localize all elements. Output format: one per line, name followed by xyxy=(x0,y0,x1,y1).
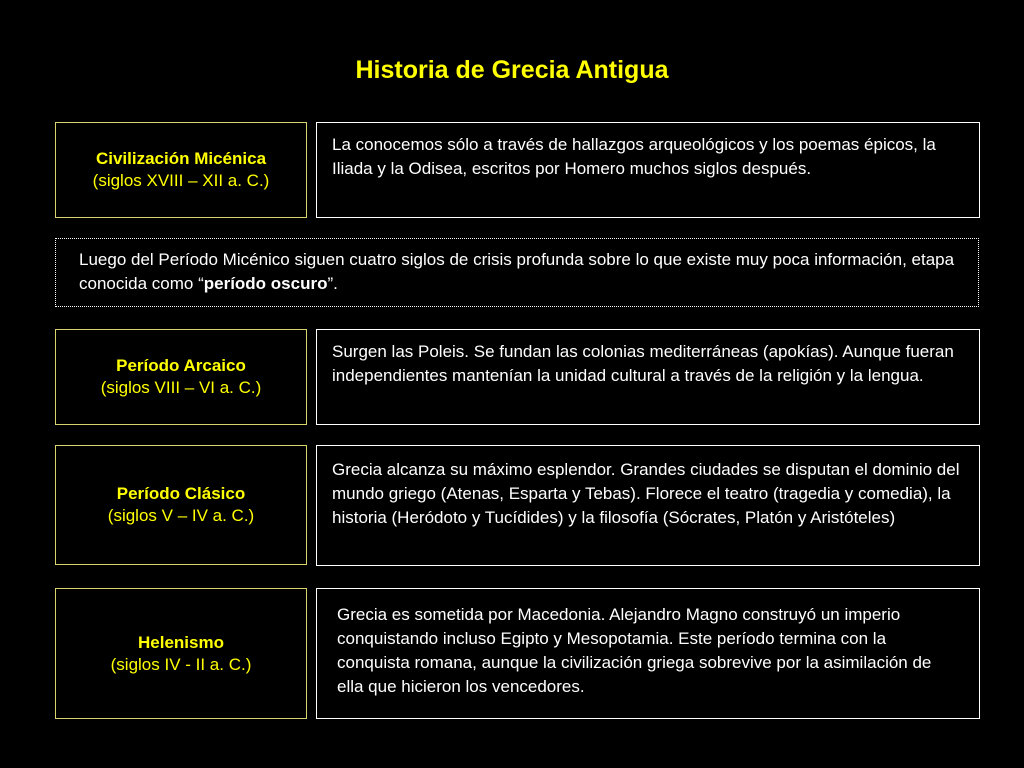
description-text: Surgen las Poleis. Se fundan las colonias mediterráneas (apokías). Aunque fueran independientes mantenían la unidad cultural a través de la religión y la lengua. xyxy=(332,342,954,385)
period-box-arcaico xyxy=(55,329,307,425)
dark-age-emphasis: período oscuro xyxy=(203,274,328,293)
dark-age-box xyxy=(55,238,979,307)
dark-age-text-end: ”. xyxy=(327,274,338,293)
description-box-arcaico xyxy=(316,329,980,425)
description-text: La conocemos sólo a través de hallazgos arqueológicos y los poemas épicos, la Iliada y la Odisea, escritos por Homero muchos siglos después. xyxy=(332,135,936,178)
period-dates: (siglos XVIII – XII a. C.) xyxy=(92,171,270,190)
period-name: Período Arcaico xyxy=(116,356,246,375)
page-title: Historia de Grecia Antigua xyxy=(355,56,669,84)
period-name: Helenismo xyxy=(138,632,224,652)
period-dates: (siglos VIII – VI a. C.) xyxy=(100,378,262,397)
period-box-helenismo xyxy=(55,588,307,719)
period-dates: (siglos V – IV a. C.) xyxy=(107,506,255,525)
description-box-clasico xyxy=(316,445,980,566)
period-box-micenica xyxy=(55,122,307,218)
period-dates: (siglos IV - II a. C.) xyxy=(110,654,252,674)
period-name: Período Clásico xyxy=(116,484,246,503)
description-box-micenica xyxy=(316,122,980,218)
dark-age-text: Luego del Período Micénico siguen cuatro siglos de crisis profunda sobre lo que existe muy poca información, etapa conocida como “ xyxy=(79,250,955,293)
description-text: Grecia es sometida por Macedonia. Alejandro Magno construyó un imperio conquistando incluso Egipto y Mesopotamia. Este período termina con la conquista romana, aunque la civilización griega sobrevive por la asimilación de ella que hicieron los vencedores. xyxy=(337,605,932,696)
description-text: Grecia alcanza su máximo esplendor. Grandes ciudades se disputan el dominio del mundo griego (Atenas, Esparta y Tebas). Florece el teatro (tragedia y comedia), la historia (Heródoto y Tucídides) y la filosofía (Sócrates, Platón y Aristóteles) xyxy=(332,460,960,527)
period-box-clasico xyxy=(55,445,307,565)
description-box-helenismo xyxy=(316,588,980,719)
period-name: Civilización Micénica xyxy=(95,149,267,168)
